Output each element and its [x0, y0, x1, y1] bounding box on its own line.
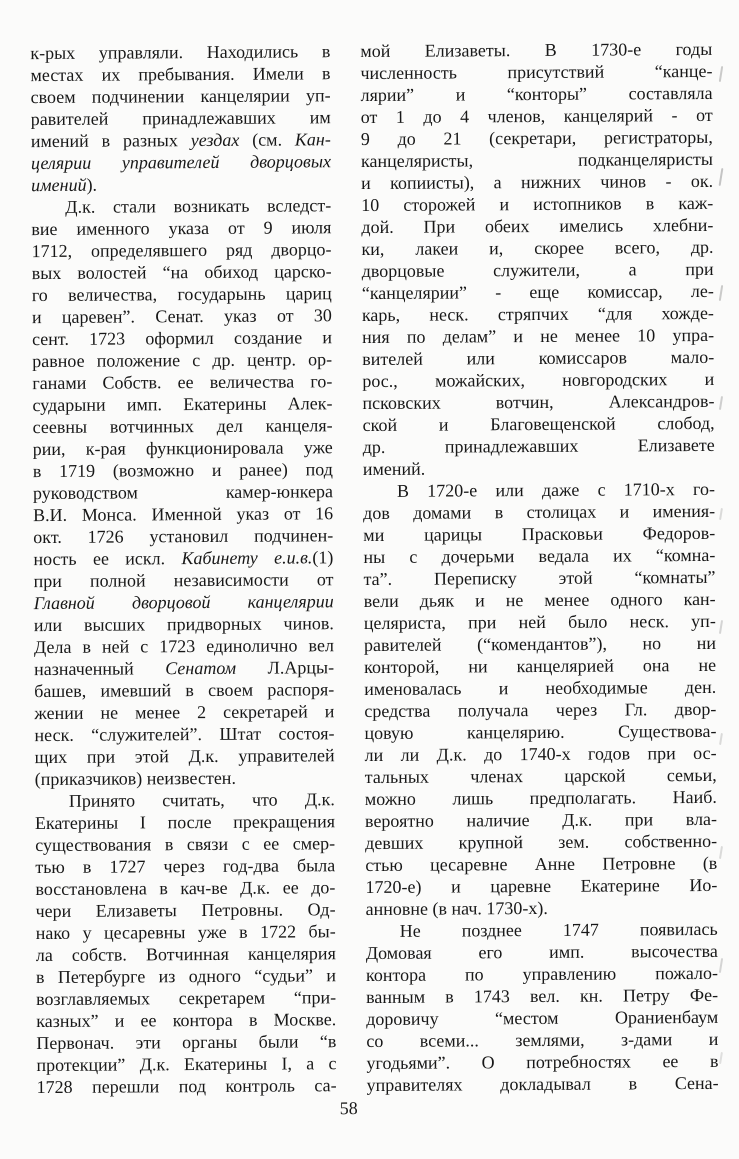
text-line: ность ее искл. Кабинету е.и.в.(1)	[33, 547, 334, 570]
paragraph	[363, 478, 718, 920]
text-line: нако у цесаревны уже в 1722 бы-	[35, 921, 336, 944]
text-line: др. принадлежавших Елизавете	[362, 434, 715, 458]
text-line: восстановлена в кач-ве Д.к. ее до-	[35, 877, 336, 900]
text-line: ганами Собств. ее величества го-	[32, 371, 333, 394]
text-line: вели дьяк и не менее одного кан-	[363, 588, 716, 612]
text-line: вероятно наличие Д.к. при вла-	[364, 808, 718, 832]
text-line: Главной дворцовой канцелярии	[33, 591, 334, 614]
text-line: местах их пребывания. Имели в	[30, 63, 331, 86]
text-line: численность присутствий “канце-	[360, 60, 713, 84]
text-line: целяриста, при ней было неск. уп-	[363, 610, 716, 634]
paragraph	[30, 40, 331, 196]
text-line: и копиисты), а нижних чинов - ок.	[361, 170, 714, 194]
text-line: ванным в 1743 вел. кн. Петру Фе-	[366, 984, 719, 1008]
text-line: В 1720-е или даже с 1710-х го-	[396, 478, 715, 501]
text-line: щих при этой Д.к. управителей	[34, 745, 335, 768]
text-line: рос., можайских, новгородских и	[362, 368, 715, 392]
text-line: сеевны вотчинных дел канцеля-	[32, 415, 333, 438]
text-line: 1720-е) и царевне Екатерине Ио-	[365, 874, 718, 898]
text-line: управителях докладывал в Сена-	[366, 1072, 719, 1096]
text-line: Дела в ней с 1723 единолично вел	[33, 635, 334, 658]
text-line: го величества, государынь цариц	[31, 283, 332, 306]
text-line: девших крупной зем. собственно-	[365, 830, 718, 854]
text-line: целярии управителей дворцовых	[30, 151, 332, 174]
text-line: угодьями”. О потребностях ее в	[366, 1050, 719, 1074]
text-line: дов домами в столицах и имения-	[363, 500, 716, 524]
text-line: своем подчинении канцелярии уп-	[30, 85, 331, 108]
text-line: псковских вотчин, Александров-	[362, 390, 715, 414]
paragraph	[360, 38, 715, 480]
text-line: вие именного указа от 9 июля	[31, 217, 332, 240]
text-line: 9 до 21 (секретари, регистраторы,	[360, 126, 713, 150]
text-line: рии, к-рая функционировала уже	[32, 437, 333, 460]
text-line: жении не менее 2 секретарей и	[34, 701, 335, 724]
text-line: сударыни имп. Екатерины Алек-	[32, 393, 333, 416]
text-line: тью в 1727 через год-два была	[35, 855, 336, 878]
text-line: руководством камер-юнкера	[32, 481, 334, 504]
paragraph	[35, 788, 337, 1098]
text-line: в Петербурге из одного “судьи” и	[35, 965, 336, 988]
text-line: дворцовые служители, а при	[361, 258, 714, 282]
left-column	[30, 40, 336, 1098]
text-line: со всеми... землями, з-дами и	[366, 1028, 719, 1052]
text-line: 10 сторожей и истопников в каж-	[361, 192, 714, 216]
text-line: сент. 1723 оформил создание и	[32, 327, 333, 350]
text-line: Не позднее 1747 появилась	[399, 918, 718, 941]
text-line: доровичу “местом Ораниенбаум	[366, 1006, 719, 1030]
text-line: канцеляристы, подканцеляристы	[360, 148, 714, 172]
text-line: Принято считать, что Д.к.	[68, 789, 335, 811]
text-line: существования в связи с ее смер-	[35, 833, 336, 856]
text-line: ла собств. Вотчинная канцелярия	[35, 943, 336, 966]
text-line: башев, имевший в своем распоря-	[34, 679, 335, 702]
paragraph	[366, 918, 719, 1096]
text-line: анновне (в нач. 1730-х).	[365, 897, 548, 920]
text-line: к-рых управляли. Находились в	[30, 41, 331, 64]
text-line: неск. “служителей”. Штат состоя-	[34, 723, 335, 746]
text-line: лярии” и “конторы” составляла	[360, 82, 713, 106]
text-line: ской и Благовещенской слобод,	[362, 412, 715, 436]
text-line: Екатерины I после прекращения	[34, 811, 336, 834]
text-line: имений).	[31, 174, 98, 196]
text-line: возглавляемых секретарем “при-	[36, 987, 337, 1010]
text-line: тальных членах царской семьи,	[364, 764, 717, 788]
text-line: контора по управлению пожало-	[365, 962, 718, 986]
paragraph	[31, 194, 335, 790]
text-line: Первонач. эти органы были “в	[36, 1031, 337, 1054]
text-line: карь, неск. стряпчих “для хожде-	[361, 302, 714, 326]
text-line: ми царицы Прасковьи Федоров-	[363, 522, 716, 546]
right-column	[360, 38, 718, 1096]
text-line: вых волостей “на обиход царско-	[31, 261, 332, 284]
text-line: (приказчиков) неизвестен.	[34, 767, 236, 790]
text-line: равное положение с др. центр. ор-	[32, 349, 333, 372]
text-line: ния по делам” и не менее 10 упра-	[361, 324, 715, 348]
text-line: казных” и ее контора в Москве.	[36, 1009, 337, 1032]
text-line: от 1 до 4 членов, канцелярий - от	[360, 104, 713, 128]
text-line: чери Елизаветы Петровны. Од-	[35, 899, 336, 922]
text-line: 1728 перешли под контроль са-	[36, 1075, 337, 1098]
text-line: 1712, определявшего ряд дворцо-	[31, 239, 332, 262]
text-line: или высших придворных чинов.	[33, 613, 334, 636]
text-line: равителей принадлежавших им	[30, 107, 331, 130]
page-number: 58	[339, 1098, 358, 1119]
text-line: протекции” Д.к. Екатерины I, а с	[36, 1053, 337, 1076]
text-line: дой. При обеих имелись хлебни-	[361, 214, 714, 238]
text-line: при полной независимости от	[33, 569, 334, 592]
text-line: можно лишь предполагать. Наиб.	[364, 786, 717, 810]
text-line: имений.	[362, 458, 426, 480]
text-line: Домовая его имп. высочества	[365, 940, 718, 964]
text-line: мой Елизаветы. В 1730-е годы	[360, 38, 713, 62]
text-line: “канцелярии” - еще комиссар, ле-	[361, 280, 714, 304]
text-line: ли ли Д.к. до 1740-х годов при ос-	[364, 742, 717, 766]
text-line: и царевен”. Сенат. указ от 30	[31, 305, 332, 328]
text-line: именовалась и необходимые ден.	[364, 676, 717, 700]
text-line: стью цесаревне Анне Петровне (в	[365, 852, 718, 876]
text-line: имений в разных уездах (см. Кан-	[30, 129, 331, 152]
text-line: конторой, ни канцелярией она не	[364, 654, 717, 678]
text-line: равителей (“комендантов”), но ни	[363, 632, 716, 656]
text-line: Д.к. стали возникать вследст-	[65, 195, 332, 217]
text-line: в 1719 (возможно и ранее) под	[32, 459, 333, 482]
text-line: цовую канцелярию. Существова-	[364, 720, 717, 744]
text-line: та”. Переписку этой “комнаты”	[363, 566, 716, 590]
text-line: ны с дочерьми ведала их “комна-	[363, 544, 716, 568]
text-line: назначенный Сенатом Л.Арцы-	[34, 657, 335, 680]
text-line: ки, лакеи и, скорее всего, др.	[361, 236, 714, 260]
text-line: средства получала через Гл. двор-	[364, 698, 717, 722]
text-line: вителей или комиссаров мало-	[362, 346, 715, 370]
text-line: окт. 1726 установил подчинен-	[33, 525, 334, 548]
text-line: В.И. Монса. Именной указ от 16	[33, 503, 334, 526]
